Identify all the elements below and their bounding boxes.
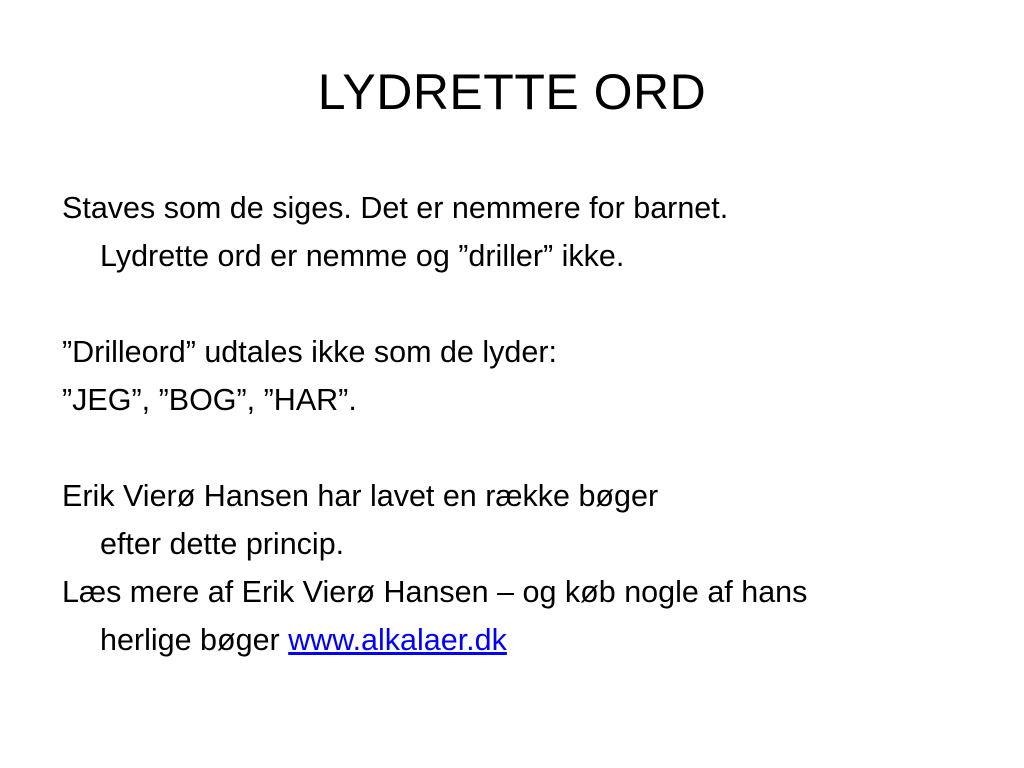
paragraph-line: efter dette princip. <box>100 527 345 561</box>
paragraph-line: herlige bøger <box>100 623 289 657</box>
paragraph-line: Staves som de siges. Det er nemmere for barnet. <box>62 191 729 225</box>
slide-body <box>62 184 1012 664</box>
paragraph-line: ”Drilleord” udtales ikke som de lyder: <box>62 335 557 369</box>
paragraph-examples <box>62 376 1012 424</box>
paragraph-drilleord <box>62 328 1012 376</box>
paragraph-author <box>62 472 1012 568</box>
slide-title: LYDRETTE ORD <box>317 64 707 120</box>
paragraph-line: Erik Vierø Hansen har lavet en række bøger <box>62 479 659 513</box>
paragraph-line: Læs mere af Erik Vierø Hansen – og køb nogle af hans <box>62 575 808 609</box>
paragraph-line: ”JEG”, ”BOG”, ”HAR”. <box>62 383 357 417</box>
paragraph-lydrette <box>62 184 1012 280</box>
paragraph-line: Lydrette ord er nemme og ”driller” ikke. <box>100 239 625 273</box>
spacer <box>62 280 1012 328</box>
spacer <box>62 424 1012 472</box>
paragraph-read-more <box>62 568 1012 664</box>
website-link[interactable]: www.alkalaer.dk <box>288 623 507 657</box>
